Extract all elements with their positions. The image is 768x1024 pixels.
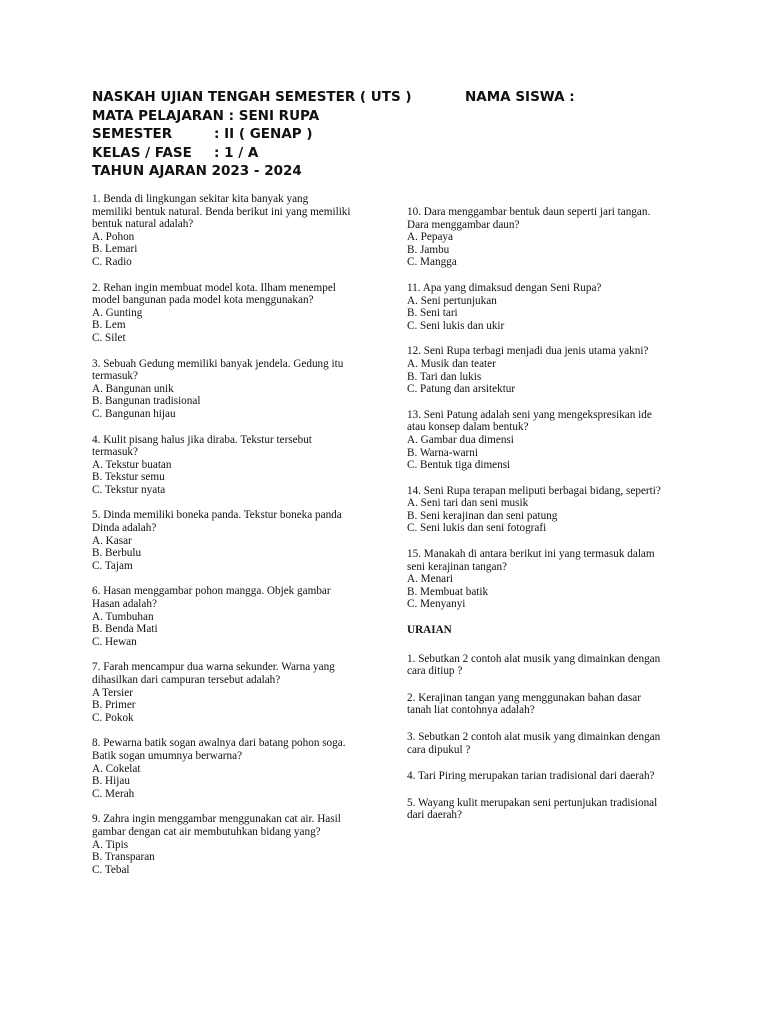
question-item [407,409,697,472]
answer-option: A. Kasar [92,534,132,547]
essay-question [407,692,697,717]
answer-option: B. Tekstur semu [92,471,165,484]
question-text: 1. Benda di lingkungan sekitar kita banyak yang [92,193,309,205]
question-text: atau konsep dalam bentuk? [407,421,529,434]
answer-option: C. Menyanyi [407,598,466,611]
answer-option: A. Tipis [92,838,129,851]
question-text: seni kerajinan tangan? [407,560,508,573]
answer-option: A. Bangunan unik [92,382,174,395]
question-text: 10. Dara menggambar bentuk daun seperti jari tangan. [407,206,651,218]
essay-question-text: tanah liat contohnya adalah? [407,704,535,717]
answer-option: C. Bangunan hijau [92,407,176,420]
question-item [92,737,382,800]
question-item [407,548,697,611]
essay-question-text: dari daerah? [407,809,462,822]
question-text: 8. Pewarna batik sogan awalnya dari batang pohon soga. [92,737,346,750]
answer-option: B. Berbulu [92,547,142,560]
question-item [407,345,697,395]
answer-option: C. Tekstur nyata [92,483,166,496]
answer-option: A. Menari [407,573,453,586]
essay-question-text: 3. Sebutkan 2 contoh alat musik yang dimainkan dengan [407,731,661,743]
exam-header [92,88,412,181]
question-text: 4. Kulit pisang halus jika diraba. Tekstur tersebut [92,433,312,446]
header-title-text: NASKAH UJIAN TENGAH SEMESTER ( UTS ) [92,89,412,105]
question-item [407,485,697,535]
answer-option: B. Benda Mati [92,623,158,636]
question-item [92,509,382,572]
question-text: termasuk? [92,370,138,383]
question-item [92,358,382,421]
header-class-value: : 1 / A [214,144,259,161]
answer-option: C. Radio [92,255,132,268]
header-subject [92,107,412,126]
question-text: model bangunan pada model kota menggunakan? [92,294,314,307]
answer-option: C. Bentuk tiga dimensi [407,459,511,472]
uraian-list [407,653,697,822]
question-text: 6. Hasan menggambar pohon mangga. Objek gambar [92,585,331,598]
answer-option: C. Hewan [92,635,137,648]
question-text: termasuk? [92,446,138,459]
answer-option: B. Jambu [407,243,450,256]
answer-option: C. Tajam [92,559,133,572]
answer-option: C. Seni lukis dan ukir [407,319,505,332]
answer-option: A. Cokelat [92,762,141,775]
question-item [407,206,697,269]
answer-option: A. Tekstur buatan [92,458,172,471]
answer-option: C. Patung dan arsitektur [407,383,516,396]
question-text: 11. Apa yang dimaksud dengan Seni Rupa? [407,281,602,294]
essay-question-text: 2. Kerajinan tangan yang menggunakan bahan dasar [407,691,641,704]
answer-option: B. Lemari [92,243,138,256]
question-text: gambar dengan cat air membutuhkan bidang yang? [92,825,321,838]
answer-option: C. Merah [92,787,135,800]
question-text: Hasan adalah? [92,598,157,611]
student-name-label: NAMA SISWA : [465,89,575,105]
answer-option: A. Seni tari dan seni musik [407,497,529,510]
answer-option: A. Pepaya [407,231,453,244]
essay-question-text: 4. Tari Piring merupakan tarian tradisional dari daerah? [407,770,655,783]
essay-question [407,653,697,678]
answer-option: C. Silet [92,331,126,344]
answer-option: A. Gambar dua dimensi [407,433,514,446]
answer-option: A. Seni pertunjukan [407,294,497,307]
answer-option: B. Bangunan tradisional [92,395,201,408]
question-text: memiliki bentuk natural. Benda berikut ini yang memiliki [92,205,351,218]
question-text: Dara menggambar daun? [407,218,520,231]
question-text: Batik sogan umumnya berwarna? [92,749,243,762]
question-item [92,585,382,648]
question-text: 9. Zahra ingin menggambar menggunakan cat air. Hasil [92,813,341,826]
header-semester-value: : II ( GENAP ) [214,126,313,142]
essay-question-text: cara dipukul ? [407,743,471,756]
question-text: 2. Rehan ingin membuat model kota. Ilham menempel [92,281,336,294]
answer-option: B. Hijau [92,775,130,788]
essay-question [407,770,697,783]
question-item [92,193,382,269]
question-item [92,813,382,876]
answer-option: B. Membuat batik [407,585,489,598]
questions-right-column [407,206,697,836]
answer-option: A. Pohon [92,230,135,243]
essay-question [407,731,697,756]
answer-option: C. Pokok [92,711,134,724]
question-text: 3. Sebuah Gedung memiliki banyak jendela. Gedung itu [92,357,344,370]
answer-option: C. Seni lukis dan seni fotografi [407,522,547,535]
question-text: dihasilkan dari campuran tersebut adalah? [92,674,281,686]
header-title [92,88,412,107]
answer-option: A. Tumbuhan [92,610,154,623]
essay-question-text: cara ditiup ? [407,665,463,678]
answer-option: A. Gunting [92,306,143,319]
answer-option: B. Transparan [92,851,155,864]
questions-right-list [407,206,697,611]
answer-option: B. Seni tari [407,307,458,320]
question-text: 5. Dinda memiliki boneka panda. Tekstur boneka panda [92,509,342,522]
question-item [92,661,382,724]
answer-option: B. Warna-warni [407,446,478,459]
question-item [92,282,382,345]
question-text: 13. Seni Patung adalah seni yang mengekspresikan ide [407,408,652,421]
essay-question-text: 5. Wayang kulit merupakan seni pertunjukan tradisional [407,796,658,809]
header-year [92,162,412,181]
answer-option: B. Seni kerajinan dan seni patung [407,509,558,522]
question-text: Dinda adalah? [92,522,157,535]
questions-left-column [92,193,382,889]
question-text: 15. Manakah di antara berikut ini yang termasuk dalam [407,548,655,561]
header-subject-text: MATA PELAJARAN : SENI RUPA [92,107,320,124]
essay-question [407,797,697,822]
answer-option: A Tersier [92,686,133,699]
answer-option: B. Tari dan lukis [407,370,482,383]
essay-question-text: 1. Sebutkan 2 contoh alat musik yang dimainkan dengan [407,652,661,665]
answer-option: B. Primer [92,699,136,712]
header-year-text: TAHUN AJARAN 2023 - 2024 [92,163,302,179]
question-text: 7. Farah mencampur dua warna sekunder. Warna yang [92,661,335,674]
question-text: 12. Seni Rupa terbagi menjadi dua jenis utama yakni? [407,345,649,358]
header-class [92,144,412,163]
answer-option: C. Mangga [407,256,457,269]
answer-option: B. Lem [92,319,126,332]
uraian-heading: URAIAN [407,624,452,637]
answer-option: C. Tebal [92,863,130,876]
question-text: bentuk natural adalah? [92,218,194,231]
question-text: 14. Seni Rupa terapan meliputi berbagai bidang, seperti? [407,484,661,497]
header-semester-key: SEMESTER [92,126,173,142]
header-semester [92,125,412,144]
question-item [407,282,697,332]
header-class-key: KELAS / FASE [92,144,192,161]
answer-option: A. Musik dan teater [407,357,496,370]
question-item [92,434,382,497]
